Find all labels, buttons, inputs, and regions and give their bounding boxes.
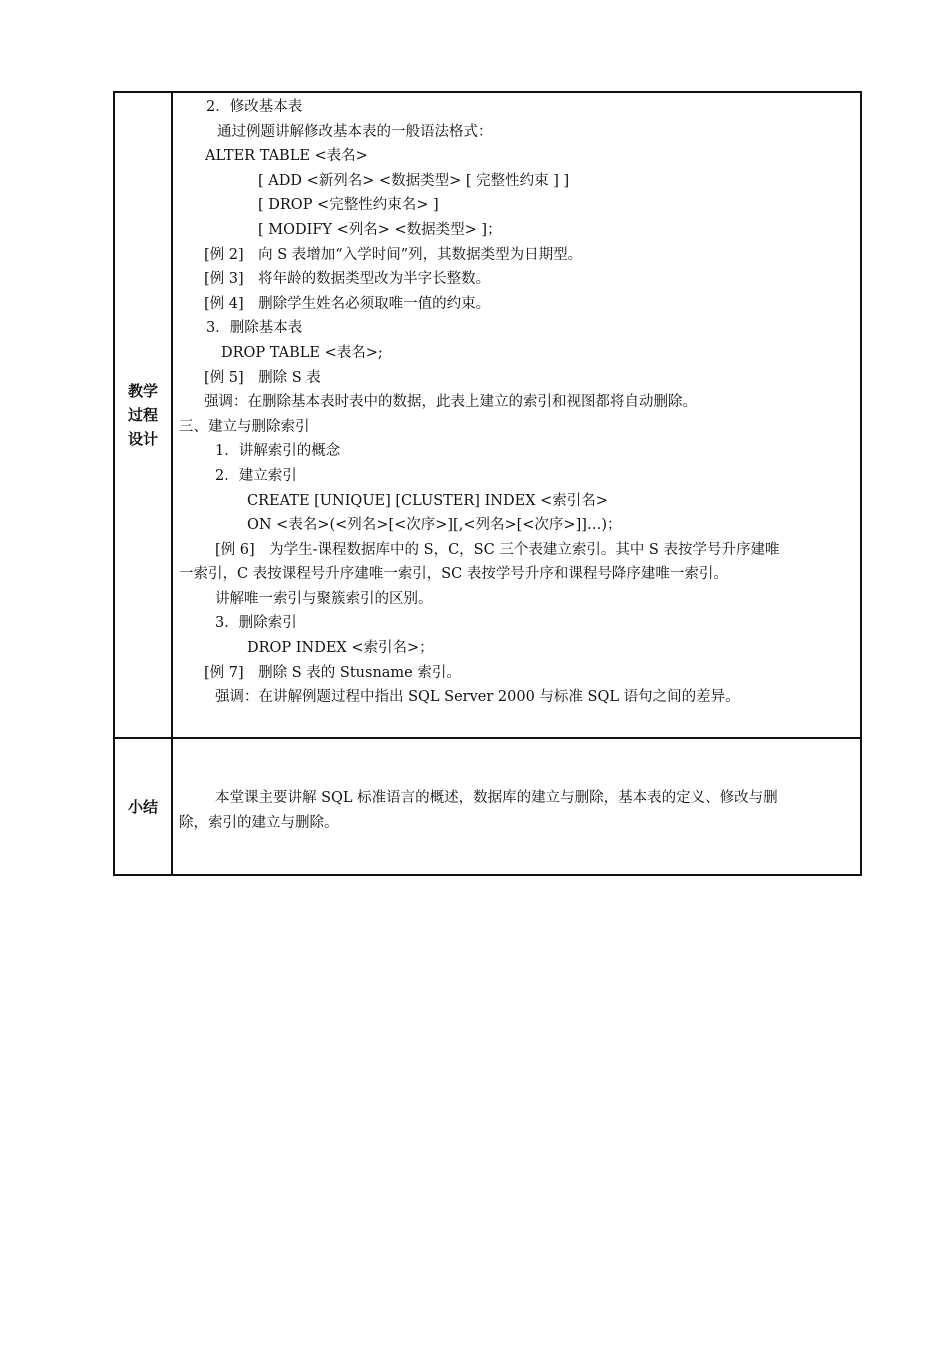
text-line: 讲解唯一索引与聚簇索引的区别。 — [215, 590, 433, 607]
summary-label-cell — [114, 738, 172, 875]
section-heading: 3．删除基本表 — [206, 320, 303, 337]
summary-label: 小结 — [127, 797, 158, 816]
summary-row — [114, 738, 861, 875]
example-line: [例 3] 将年龄的数据类型改为半字长整数。 — [204, 271, 491, 288]
process-row — [114, 92, 861, 738]
example-line: [例 7] 删除 S 表的 Stusname 索引。 — [204, 664, 461, 681]
syntax-line: [ MODIFY <列名> <数据类型> ]； — [258, 221, 502, 238]
syntax-line: ALTER TABLE <表名> — [205, 148, 368, 165]
subsection-heading: 1．讲解索引的概念 — [215, 443, 341, 460]
process-label-line: 过程 — [127, 406, 158, 424]
process-content-cell — [172, 92, 861, 738]
example-line: 一索引，C 表按课程号升序建唯一索引，SC 表按学号升序和课程号降序建唯一索引。 — [179, 566, 728, 583]
process-label-line: 设计 — [127, 430, 158, 448]
emphasis-line: 强调：在删除基本表时表中的数据，此表上建立的索引和视图都将自动删除。 — [204, 394, 697, 411]
syntax-line: ON <表名>(<列名>[<次序>][,<列名>[<次序>]]…)； — [247, 517, 622, 534]
example-line: [例 4] 删除学生姓名必须取唯一值的约束。 — [204, 295, 491, 312]
subsection-heading: 2．建立索引 — [215, 467, 297, 484]
section-heading: 三、建立与删除索引 — [179, 418, 310, 435]
syntax-line: CREATE [UNIQUE] [CLUSTER] INDEX <索引名> — [247, 492, 608, 509]
subsection-heading: 3．删除索引 — [215, 615, 297, 632]
summary-content — [173, 739, 860, 836]
syntax-line: [ ADD <新列名> <数据类型> [ 完整性约束 ] ] — [258, 172, 570, 189]
emphasis-line: 强调：在讲解例题过程中指出 SQL Server 2000 与标准 SQL 语句之间的差异。 — [215, 689, 740, 706]
section-heading: 2．修改基本表 — [206, 99, 303, 115]
example-line: [例 6] 为学生-课程数据库中的 S，C，SC 三个表建立索引。其中 S 表按学号升序建唯 — [215, 541, 780, 558]
example-line: [例 2] 向 S 表增加“入学时间”列，其数据类型为日期型。 — [204, 246, 583, 263]
process-label-cell — [114, 92, 172, 738]
process-content — [173, 93, 860, 710]
syntax-line: DROP TABLE <表名>; — [221, 344, 383, 361]
syntax-line: DROP INDEX <索引名>； — [247, 640, 434, 657]
summary-line: 本堂课主要讲解 SQL 标准语言的概述，数据库的建立与删除，基本表的定义、修改与删 — [215, 790, 778, 806]
summary-content-cell — [172, 738, 861, 875]
summary-line: 除，索引的建立与删除。 — [179, 815, 339, 831]
example-line: [例 5] 删除 S 表 — [204, 369, 321, 386]
lesson-table — [113, 91, 862, 876]
text-line: 通过例题讲解修改基本表的一般语法格式： — [217, 123, 493, 140]
process-label-line: 教学 — [127, 382, 158, 400]
syntax-line: [ DROP <完整性约束名> ] — [258, 197, 439, 214]
